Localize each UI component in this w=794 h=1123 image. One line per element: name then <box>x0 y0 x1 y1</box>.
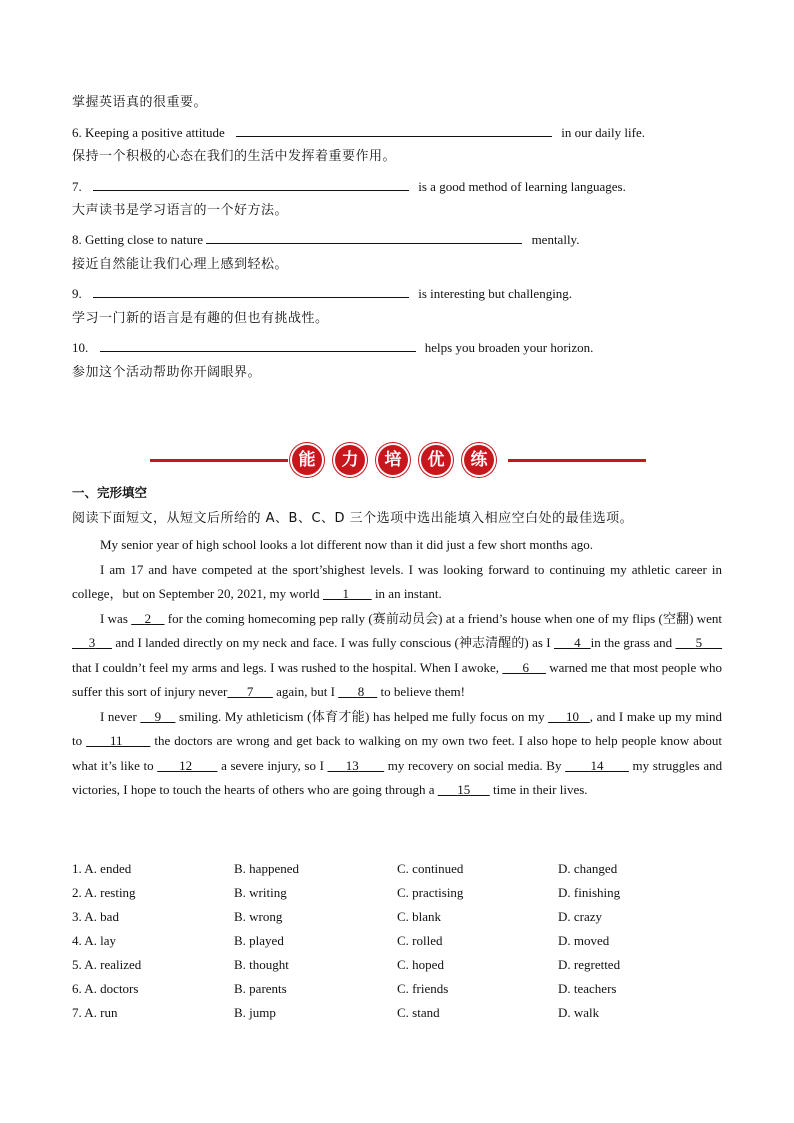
option-a[interactable]: 7. A. run <box>72 1005 118 1020</box>
question-text: mentally. <box>531 232 580 247</box>
passage-blank[interactable] <box>323 586 372 601</box>
passage-text: the doctors are wrong and get back to walking on my own two feet. I also hope to help people know about what it’s like to <box>72 733 723 773</box>
option-c[interactable]: C. friends <box>397 981 449 996</box>
passage-text: , and I make up my mind to <box>72 708 723 748</box>
paragraph-3 <box>72 607 722 705</box>
passage-blank[interactable] <box>548 709 590 724</box>
translation-line: 参加这个活动帮助你开阔眼界。 <box>72 365 262 380</box>
passage-blank[interactable] <box>676 635 723 650</box>
blank-number: 5 <box>695 635 703 650</box>
option-a[interactable]: 4. A. lay <box>72 933 117 948</box>
passage-blank[interactable] <box>565 758 629 773</box>
blank-number: 10 <box>566 708 580 724</box>
passage-text: for the coming homecoming pep rally (赛前动员会) at a friend’s house when one of my flips (空翻) went <box>167 610 723 626</box>
option-b[interactable]: B. jump <box>234 1005 276 1020</box>
option-d[interactable]: D. crazy <box>558 909 603 924</box>
passage-blank[interactable] <box>131 611 164 626</box>
option-c[interactable]: C. continued <box>397 861 464 876</box>
section-instruction: 阅读下面短文，从短文后所给的 A、B、C、D 三个选项中选出能填入相应空白处的最佳选项。 <box>72 511 634 526</box>
option-b[interactable]: B. wrong <box>234 909 283 924</box>
option-d[interactable]: D. moved <box>558 933 610 948</box>
paragraph-2 <box>72 558 722 607</box>
blank-number: 9 <box>154 708 162 724</box>
answer-blank[interactable] <box>206 230 522 244</box>
passage-text: to believe them! <box>380 684 465 699</box>
option-c[interactable]: C. practising <box>397 885 464 900</box>
passage-text: warned me that most people who suffer this sort of injury never <box>72 659 723 699</box>
blank-number: 13 <box>345 757 359 773</box>
section-banner <box>150 443 646 477</box>
answer-blank[interactable] <box>93 177 409 191</box>
option-b[interactable]: B. parents <box>234 981 287 996</box>
translation-line: 保持一个积极的心态在我们的生活中发挥着重要作用。 <box>72 149 397 164</box>
banner-char: 练 <box>464 445 494 475</box>
question-text: 6. Keeping a positive attitude <box>72 125 225 140</box>
banner-char: 培 <box>378 445 408 475</box>
blank-number: 14 <box>590 757 604 773</box>
passage-text: a severe injury, so I <box>221 757 324 773</box>
answer-blank[interactable] <box>93 284 409 298</box>
option-d[interactable]: D. walk <box>558 1005 600 1020</box>
passage-text: my recovery on social media. By <box>387 757 562 773</box>
question-text: in our daily life. <box>561 125 645 140</box>
passage-text: my struggles and victories, I hope to touch the hearts of others who are going through a <box>72 757 723 797</box>
passage-blank[interactable] <box>328 758 385 773</box>
banner-rule-right <box>508 459 646 462</box>
option-a[interactable]: 2. A. resting <box>72 885 136 900</box>
option-d[interactable]: D. changed <box>558 861 618 876</box>
translation-line: 接近自然能让我们心理上感到轻松。 <box>72 257 289 272</box>
blank-number: 12 <box>179 757 193 773</box>
paragraph-4 <box>72 705 722 803</box>
passage-text: in an instant. <box>374 586 442 601</box>
blank-number: 7 <box>246 684 254 699</box>
question-text: is interesting but challenging. <box>418 286 573 301</box>
option-a[interactable]: 1. A. ended <box>72 861 132 876</box>
passage <box>72 533 722 803</box>
blank-number: 8 <box>357 684 365 699</box>
blank-number: 15 <box>457 782 471 797</box>
question-6 <box>72 123 645 142</box>
passage-blank[interactable] <box>157 758 217 773</box>
option-c[interactable]: C. rolled <box>397 933 443 948</box>
passage-blank[interactable] <box>72 635 112 650</box>
question-text: 7. <box>72 179 82 194</box>
passage-blank[interactable] <box>140 709 175 724</box>
question-8 <box>72 230 579 249</box>
option-b[interactable]: B. played <box>234 933 284 948</box>
answer-blank[interactable] <box>236 123 552 137</box>
option-b[interactable]: B. writing <box>234 885 287 900</box>
passage-text: My senior year of high school looks a lot different now than it did just a few short months ago. <box>100 537 593 552</box>
option-d[interactable]: D. teachers <box>558 981 617 996</box>
question-text: helps you broaden your horizon. <box>424 340 594 355</box>
passage-text: again, but I <box>276 684 335 699</box>
passage-text: smiling. My athleticism (体育才能) has helped me fully focus on my <box>179 708 545 724</box>
option-c[interactable]: C. hoped <box>397 957 444 972</box>
passage-text: I never <box>100 708 137 724</box>
option-a[interactable]: 5. A. realized <box>72 957 142 972</box>
answer-blank[interactable] <box>100 338 416 352</box>
passage-blank[interactable] <box>438 782 490 797</box>
option-c[interactable]: C. blank <box>397 909 442 924</box>
passage-blank[interactable] <box>554 635 591 650</box>
blank-number: 2 <box>144 610 152 626</box>
question-text: 10. <box>72 340 89 355</box>
blank-number: 6 <box>522 659 530 675</box>
question-9 <box>72 284 572 303</box>
passage-blank[interactable] <box>227 684 273 699</box>
passage-text: time in their lives. <box>492 782 588 797</box>
translation-line: 大声读书是学习语言的一个好方法。 <box>72 203 289 218</box>
paragraph-1 <box>72 533 722 558</box>
option-d[interactable]: D. finishing <box>558 885 621 900</box>
passage-text: I am 17 and have competed at the sport’shighest levels. I was looking forward to continuing my athletic career in college，but on September 20, 2021, my world <box>72 561 722 601</box>
option-a[interactable]: 3. A. bad <box>72 909 119 924</box>
passage-text: that I couldn’t feel my arms and legs. I was rushed to the hospital. When I awoke, <box>72 659 499 675</box>
banner-char: 优 <box>421 445 451 475</box>
question-text: 9. <box>72 286 82 301</box>
blank-number: 3 <box>88 635 96 650</box>
passage-blank[interactable] <box>502 660 546 675</box>
passage-text: in the grass and <box>590 635 673 650</box>
question-7 <box>72 177 626 196</box>
question-text: 8. Getting close to nature <box>72 232 204 247</box>
question-10 <box>72 338 593 357</box>
banner-rule-left <box>150 459 288 462</box>
section-title: 一、完形填空 <box>72 485 148 500</box>
passage-blank[interactable] <box>86 733 150 748</box>
question-text: is a good method of learning languages. <box>418 179 626 194</box>
option-b[interactable]: B. thought <box>234 957 289 972</box>
blank-number: 4 <box>574 635 581 650</box>
option-b[interactable]: B. happened <box>234 861 299 876</box>
blank-number: 1 <box>342 586 349 601</box>
option-d[interactable]: D. regretted <box>558 957 621 972</box>
banner-char: 力 <box>335 445 365 475</box>
blank-number: 11 <box>109 733 123 748</box>
translation-line: 掌握英语真的很重要。 <box>72 95 208 110</box>
passage-blank[interactable] <box>338 684 377 699</box>
translation-line: 学习一门新的语言是有趣的但也有挑战性。 <box>72 311 329 326</box>
option-a[interactable]: 6. A. doctors <box>72 981 139 996</box>
banner-char: 能 <box>292 445 322 475</box>
passage-text: I was <box>100 610 128 626</box>
passage-text: and I landed directly on my neck and face. I was fully conscious (神志清醒的) as I <box>115 635 551 650</box>
option-c[interactable]: C. stand <box>397 1005 440 1020</box>
